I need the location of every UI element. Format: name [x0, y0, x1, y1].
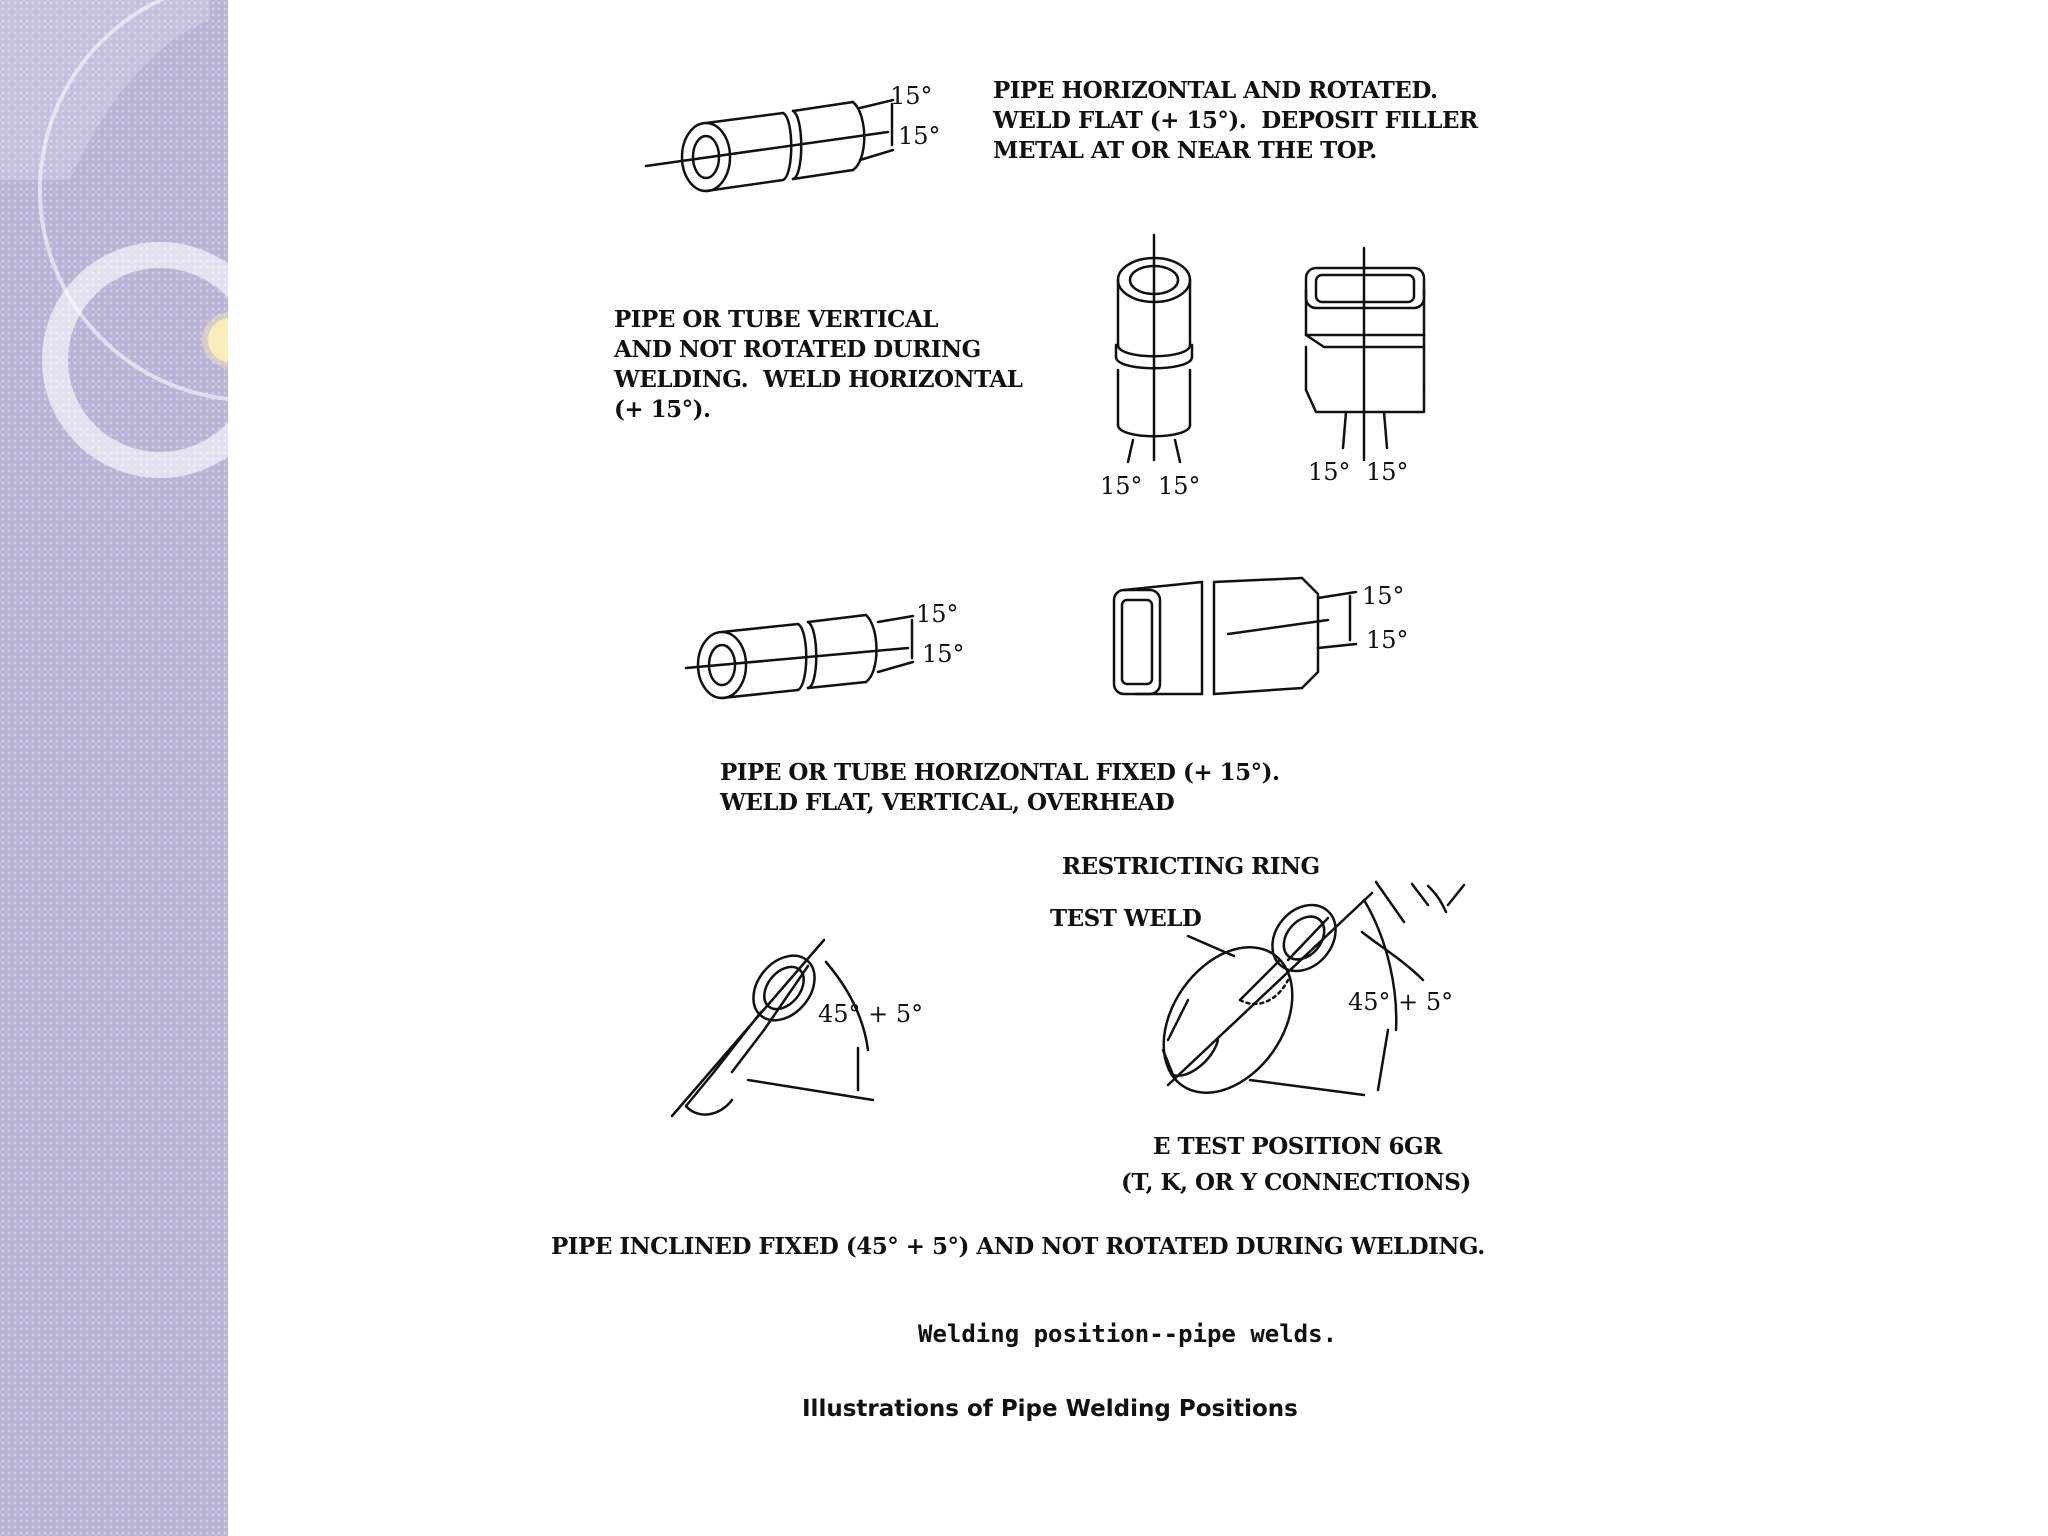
label-inclined: PIPE INCLINED FIXED (45° + 5°) AND NOT ROTATED DURING WELDING. [551, 1233, 1485, 1260]
angle-label: 15° [916, 600, 959, 628]
slide-caption: Illustrations of Pipe Welding Positions [802, 1396, 1298, 1422]
figure-caption: Welding position--pipe welds. [918, 1320, 1338, 1348]
pipe-vertical-round [1116, 235, 1192, 462]
label-test-weld: TEST WELD [1050, 905, 1202, 932]
pipe-inclined [672, 940, 873, 1116]
slide-content [228, 0, 2048, 1536]
tube-horizontal-fixed [1114, 578, 1356, 694]
label-horizontal-fixed: PIPE OR TUBE HORIZONTAL FIXED (+ 15°). WELD FLAT, VERTICAL, OVERHEAD [720, 759, 1280, 816]
angle-label: 15° [1366, 458, 1409, 486]
angle-label: 15° [1158, 472, 1201, 500]
ring-pointer-curve [1428, 886, 1446, 912]
label-vertical: PIPE OR TUBE VERTICAL AND NOT ROTATED DURING WELDING. WELD HORIZONTAL (+ 15°). [614, 306, 1023, 423]
angle-label: 15° [890, 82, 933, 110]
angle-label: 15° [1308, 458, 1351, 486]
label-connections: (T, K, OR Y CONNECTIONS) [1121, 1169, 1471, 1196]
angle-label: 15° [1362, 582, 1405, 610]
decorative-sidebar [0, 0, 228, 1536]
restricting-ring-pointer [1448, 885, 1464, 905]
angle-label: 15° [922, 640, 965, 668]
angle-label: 45° + 5° [1348, 988, 1454, 1016]
decorative-circles [0, 0, 228, 1536]
angle-label: 15° [1100, 472, 1143, 500]
pipe-horizontal-fixed [686, 615, 913, 698]
label-restricting-ring: RESTRICTING RING [1062, 853, 1320, 880]
angle-label: 15° [898, 122, 941, 150]
pipe-horizontal-rotated [646, 100, 893, 191]
angle-label: 45° + 5° [818, 1000, 924, 1028]
tube-vertical-square [1306, 248, 1424, 460]
label-flat-rotated: PIPE HORIZONTAL AND ROTATED. WELD FLAT (+ 15°). DEPOSIT FILLER METAL AT OR NEAR THE TOP. [993, 77, 1478, 164]
angle-label: 15° [1366, 626, 1409, 654]
label-test-position: E TEST POSITION 6GR [1153, 1133, 1442, 1160]
